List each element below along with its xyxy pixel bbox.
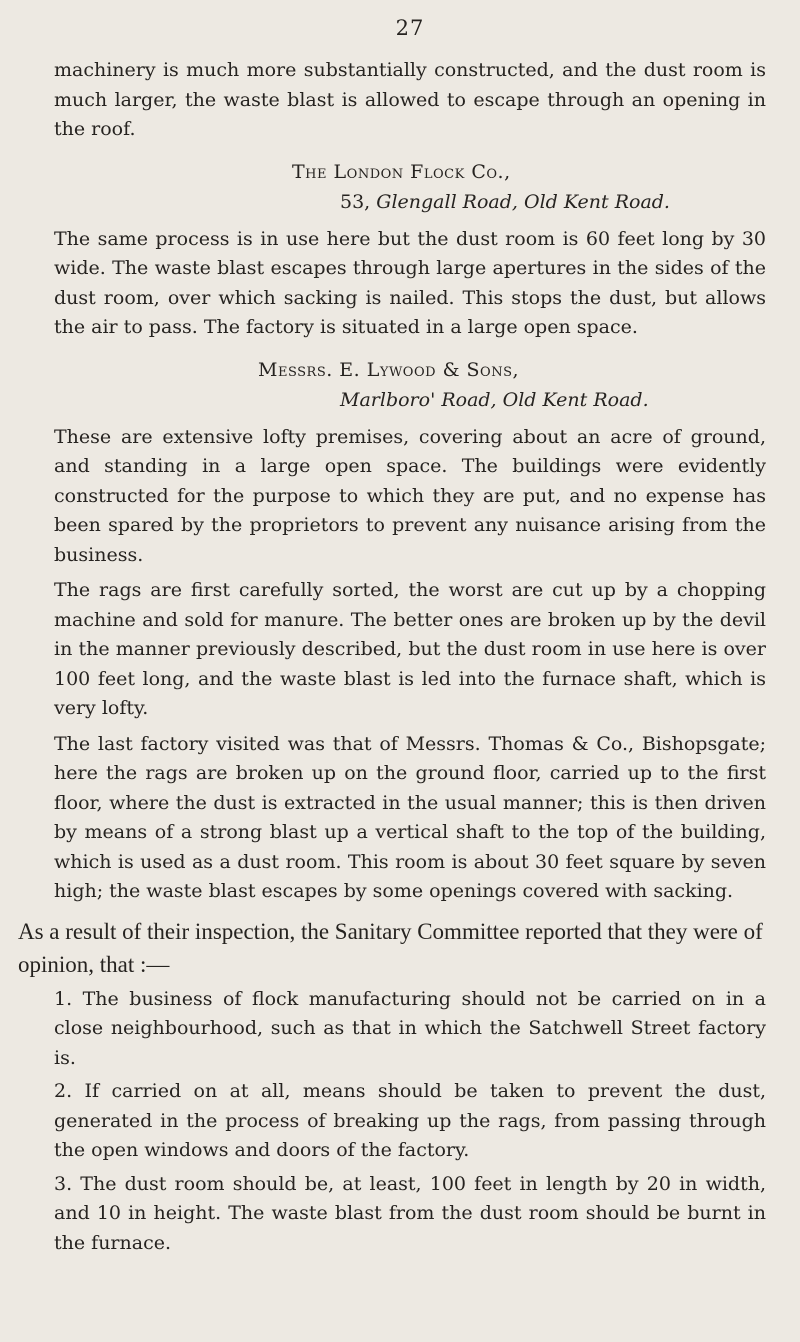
list-item: 1. The business of flock manufacturing should not be carried on in a close neighbourhood, such as that in which the Satchwell Street factory is. — [54, 987, 766, 1069]
paragraph-london-flock: The same process is in use here but the dust room is 60 feet long by 30 wide. The waste blast escapes through large apertures in the sides of the dust room, over which sacking is nailed. This stops the dust, but allows the air to pass. The factory is situated in a large open space. — [54, 227, 766, 338]
address-number: 53, — [340, 190, 371, 213]
paragraph-intro: machinery is much more substantially constructed, and the dust room is much larger, the waste blast is allowed to escape through an opening in the roof. — [54, 59, 766, 140]
firm-heading-london-flock — [54, 157, 766, 217]
address-road: Glengall Road, Old Kent Road. — [376, 190, 670, 213]
firm-heading-lywood — [54, 355, 766, 415]
paragraph-lywood-process: The rags are first carefully sorted, the worst are cut up by a chopping machine and sold for manure. The better ones are broken up by the devil in the manner previously described, but the dust room in use here is over 100 feet long, and the waste blast is led into the furnace shaft, which is very lofty. — [54, 579, 766, 719]
firm-name: Messrs. E. Lywood & Sons, — [258, 358, 520, 381]
list-item: 2. If carried on at all, means should be taken to prevent the dust, generated in the process of breaking up the rags, from passing through the open windows and doors of the factory. — [54, 1080, 766, 1161]
address-road: Marlboro' Road, Old Kent Road. — [340, 388, 649, 411]
firm-address — [54, 385, 766, 415]
paragraph-thomas-co: The last factory visited was that of Messrs. Thomas & Co., Bishopsgate; here the rags are broken up on the ground floor, carried up to the first floor, where the dust is extracted in the usual manner; this is then driven by means of a strong blast up a vertical shaft to the top of the building, which is used as a dust room. This room is about 30 feet square by seven high; the waste blast escapes by some openings covered with sacking. — [54, 732, 766, 902]
list-item: 3. The dust room should be, at least, 100 feet in length by 20 in width, and 10 in height. The waste blast from the dust room should be burnt in the furnace. — [54, 1172, 766, 1254]
firm-address — [54, 187, 766, 217]
firm-name: The London Flock Co., — [292, 160, 511, 183]
paragraph-lywood-premises: These are extensive lofty premises, covering about an acre of ground, and standing in a large open space. The buildings were evidently constructed for the purpose to which they are put, and no expense has been spared by the proprietors to prevent any nuisance arising from the business. — [54, 425, 766, 566]
paragraph-committee-result: As a result of their inspection, the Sanitary Committee reported that they were of opinion, that :— — [18, 918, 763, 977]
page-number: 27 — [395, 16, 425, 40]
